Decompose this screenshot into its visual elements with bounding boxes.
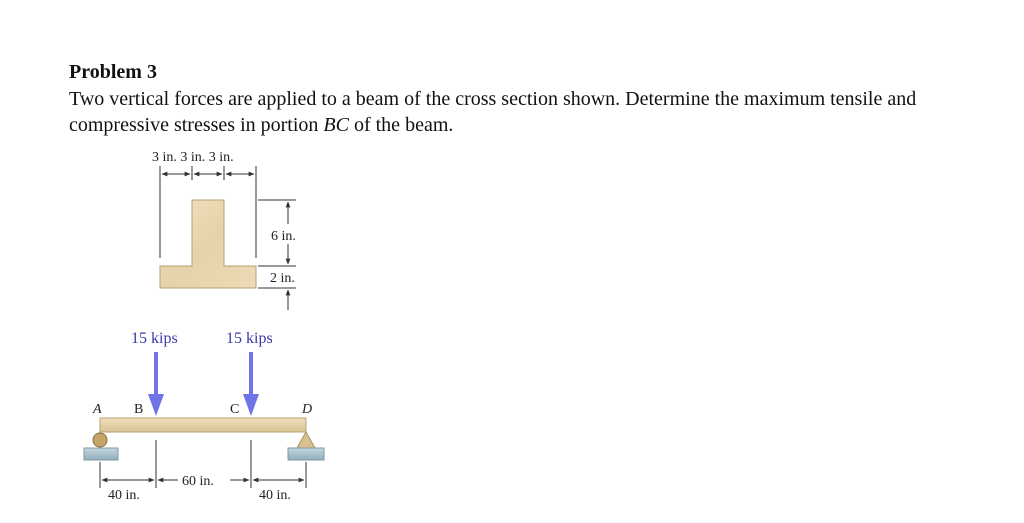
span-cd-label: 40 in. [259, 488, 291, 503]
point-c-label: C [230, 402, 240, 417]
point-d-label: D [302, 402, 313, 417]
inverted-t-section [160, 200, 256, 288]
force-arrow-b [148, 352, 164, 416]
force-arrow-c [243, 352, 259, 416]
span-dimensions [100, 440, 306, 503]
span-bc-label: 60 in. [182, 474, 214, 489]
cross-section [152, 150, 296, 310]
height-web-label: 6 in. [271, 229, 296, 244]
point-b-label: B [134, 402, 144, 417]
load-c-label: 15 kips [226, 330, 273, 347]
statement-segment-bc: BC [323, 114, 349, 136]
statement-text-2: of the beam. [348, 114, 454, 136]
point-a-label: A [93, 402, 102, 417]
section-widths-label: 3 in. 3 in. 3 in. [152, 150, 234, 165]
span-ab-label: 40 in. [108, 488, 140, 503]
statement-text-1: Two vertical forces are applied to a beam of the cross section shown. Determine the maximum tensile and compressive stresses in portion [69, 88, 917, 136]
pin-support-a [84, 433, 118, 460]
problem-heading: Problem 3 [69, 61, 157, 83]
loads [131, 330, 273, 416]
beam [100, 418, 306, 432]
roller-support-d [288, 432, 324, 460]
height-flange-label: 2 in. [270, 271, 295, 286]
load-b-label: 15 kips [131, 330, 178, 347]
